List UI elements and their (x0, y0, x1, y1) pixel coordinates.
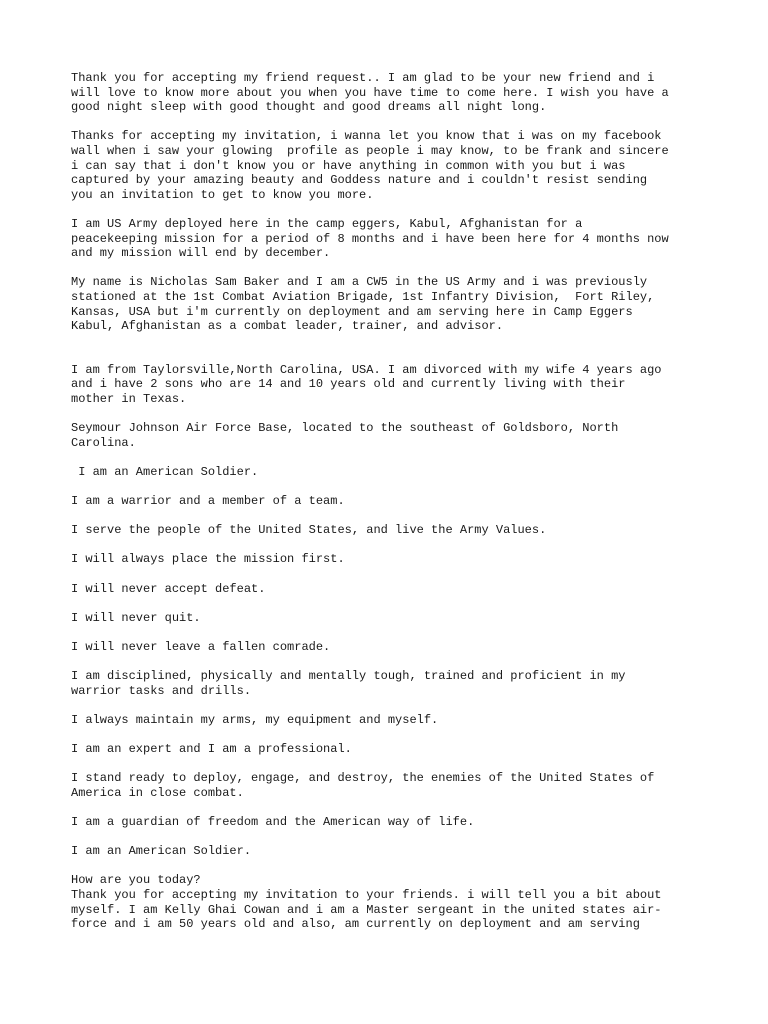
text-line: How are you today? (71, 873, 201, 888)
paragraph-15 (71, 713, 711, 728)
text-line: I will never leave a fallen comrade. (71, 639, 331, 654)
text-line: will love to know more about you when you have time to come here. I wish you have a (71, 85, 669, 100)
text-line: Thank you for accepting my invitation to your friends. i will tell you a bit about (71, 888, 662, 903)
text-line: I am a warrior and a member of a team. (71, 494, 345, 509)
paragraph-4 (71, 275, 711, 333)
text-line: stationed at the 1st Combat Aviation Brigade, 1st Infantry Division, Fort Riley, (71, 289, 655, 304)
text-line: warrior tasks and drills. (71, 683, 252, 698)
text-line: Thanks for accepting my invitation, i wanna let you know that i was on my facebook (71, 129, 662, 144)
text-line: I will never quit. (71, 610, 201, 625)
text-line: I will never accept defeat. (71, 581, 266, 596)
text-line: Thank you for accepting my friend request.. I am glad to be your new friend and i (71, 71, 655, 85)
text-line: peacekeeping mission for a period of 8 months and i have been here for 4 months now (71, 231, 669, 246)
text-line: I am US Army deployed here in the camp eggers, Kabul, Afghanistan for a (71, 216, 583, 231)
paragraph-5 (71, 363, 711, 407)
text-line: and i have 2 sons who are 14 and 10 years old and currently living with their (71, 377, 626, 392)
text-line: I am disciplined, physically and mentally tough, trained and proficient in my (71, 669, 626, 684)
text-line: I stand ready to deploy, engage, and destroy, the enemies of the United States of (71, 771, 655, 786)
paragraph-3 (71, 217, 711, 261)
paragraph-6 (71, 421, 711, 450)
paragraph-11 (71, 582, 711, 597)
text-line: myself. I am Kelly Ghai Cowan and i am a Master sergeant in the united states air- (71, 902, 662, 917)
paragraph-7 (71, 465, 711, 480)
paragraph-13 (71, 640, 711, 655)
text-line: I will always place the mission first. (71, 552, 345, 567)
paragraph-14 (71, 669, 711, 698)
document-body (71, 71, 711, 946)
paragraph-17 (71, 771, 711, 800)
text-line: America in close combat. (71, 785, 244, 800)
text-line: I am a guardian of freedom and the American way of life. (71, 815, 475, 830)
text-line: good night sleep with good thought and good dreams all night long. (71, 100, 547, 115)
paragraph-1 (71, 71, 711, 115)
text-line: force and i am 50 years old and also, am currently on deployment and am serving (71, 917, 640, 932)
text-line: Seymour Johnson Air Force Base, located to the southeast of Goldsboro, North (71, 421, 619, 436)
text-line: wall when i saw your glowing profile as people i may know, to be frank and sincere (71, 143, 669, 158)
text-line: Kabul, Afghanistan as a combat leader, trainer, and advisor. (71, 319, 504, 334)
paragraph-18 (71, 815, 711, 830)
paragraph-10 (71, 552, 711, 567)
text-line: My name is Nicholas Sam Baker and I am a CW5 in the US Army and i was previously (71, 275, 648, 290)
text-line: Kansas, USA but i'm currently on deployment and am serving here in Camp Eggers (71, 304, 633, 319)
text-line: and my mission will end by december. (71, 246, 331, 261)
text-line: i can say that i don't know you or have anything in common with you but i was (71, 158, 626, 173)
text-line: I always maintain my arms, my equipment and myself. (71, 712, 439, 727)
text-line: captured by your amazing beauty and Goddess nature and i couldn't resist sending (71, 173, 648, 188)
paragraph-19 (71, 844, 711, 859)
paragraph-2 (71, 129, 711, 202)
text-line: I am an American Soldier. (71, 464, 259, 479)
text-line: I serve the people of the United States, and live the Army Values. (71, 523, 547, 538)
text-line: I am from Taylorsville,North Carolina, USA. I am divorced with my wife 4 years ago (71, 362, 662, 377)
paragraph-12 (71, 611, 711, 626)
text-line: I am an American Soldier. (71, 844, 252, 859)
paragraph-20 (71, 873, 711, 931)
text-line: mother in Texas. (71, 391, 187, 406)
paragraph-9 (71, 523, 711, 538)
paragraph-16 (71, 742, 711, 757)
text-line: Carolina. (71, 435, 136, 450)
paragraph-8 (71, 494, 711, 509)
text-line: you an invitation to get to know you more. (71, 187, 374, 202)
text-line: I am an expert and I am a professional. (71, 742, 352, 757)
